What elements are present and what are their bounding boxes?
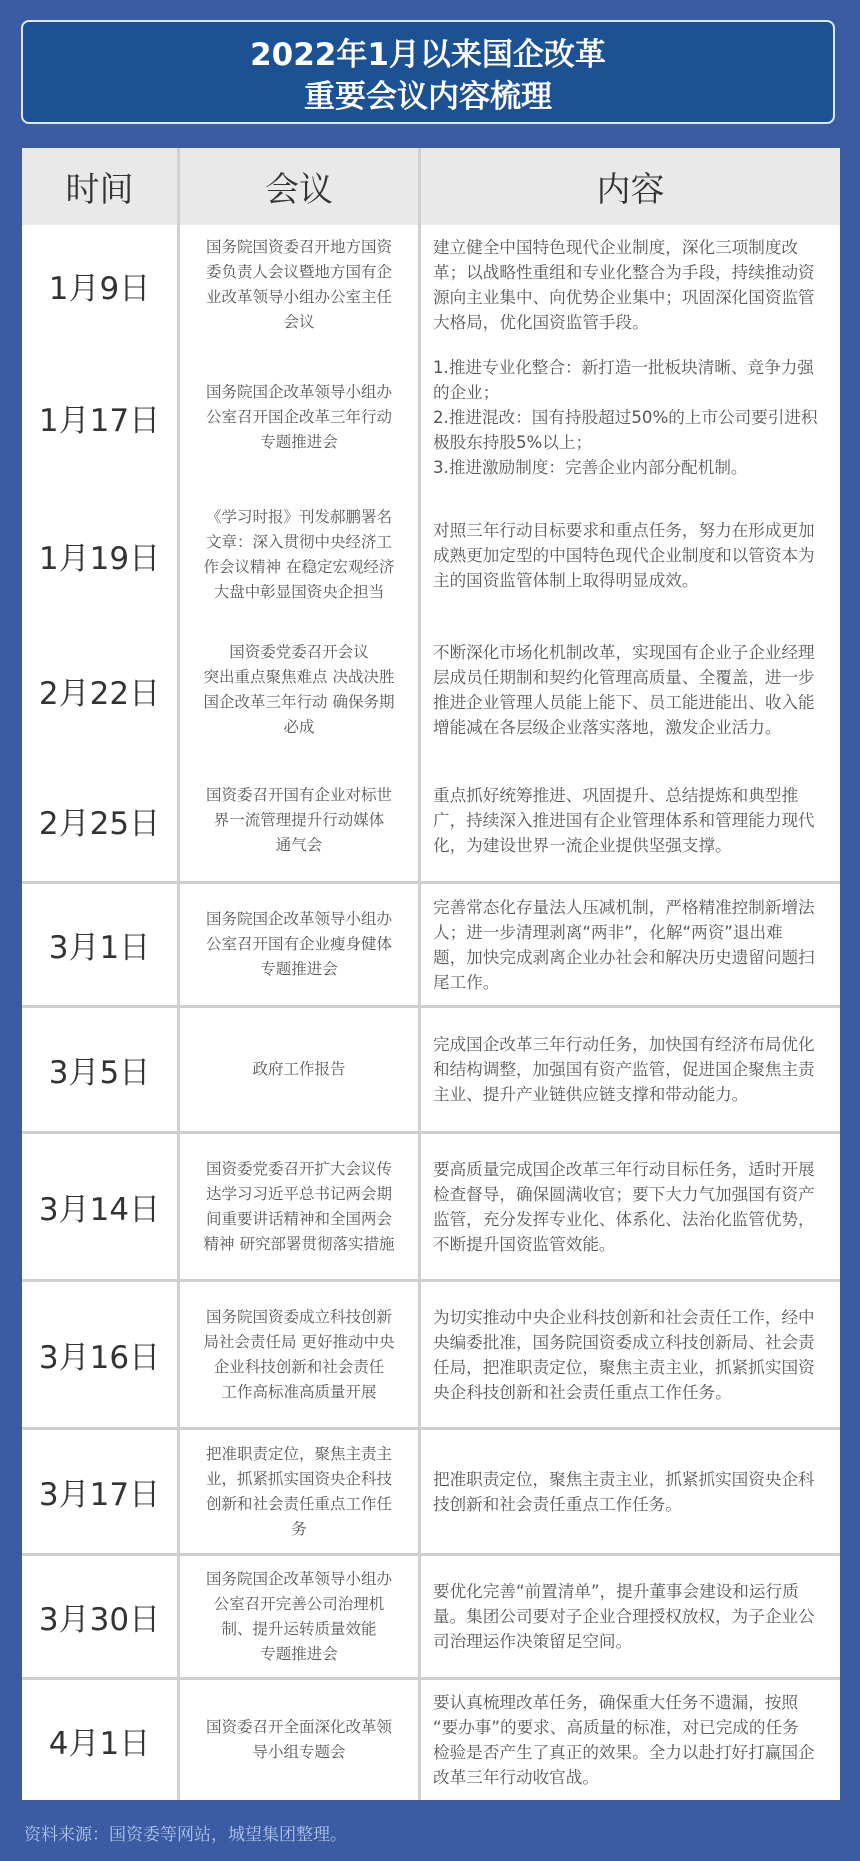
meeting-cell (180, 1134, 421, 1279)
page-title (21, 20, 835, 124)
meeting-cell (180, 345, 421, 490)
content-line: 技创新和社会责任重点工作任务。 (433, 1494, 682, 1514)
content-line: 层成员任期制和契约化管理高质量、全覆盖，进一步 (433, 668, 815, 687)
meeting-cell (180, 1282, 421, 1427)
table-row (22, 345, 840, 490)
date-cell: 3月14日 (22, 1134, 180, 1279)
date-cell: 3月1日 (22, 884, 180, 1005)
meeting-line: 国务院国资委召开地方国资 (205, 238, 392, 256)
title-line-2: 重要会议内容梳理 (304, 79, 552, 115)
meeting-line: 委负责人会议暨地方国有企 (205, 263, 392, 281)
content-cell (421, 1556, 840, 1677)
content-cell (421, 1680, 840, 1800)
meeting-line: 国务院国资委成立科技创新 (205, 1307, 392, 1326)
date-cell: 2月25日 (22, 760, 180, 881)
content-line: 广，持续深入推进国有企业管理体系和管理能力现代 (433, 811, 815, 830)
meeting-cell (180, 760, 421, 881)
meeting-cell (180, 1430, 421, 1553)
content-line: 任局，把准职责定位，聚焦主责主业，抓紧抓实国资 (433, 1357, 815, 1377)
content-line: 央企科技创新和社会责任重点工作任务。 (433, 1382, 732, 1402)
content-line: 建立健全中国特色现代企业制度，深化三项制度改 (433, 238, 799, 257)
table-row (22, 760, 840, 881)
content-line: 量。集团公司要对子企业合理授权放权，为子企业公 (433, 1607, 815, 1626)
meeting-line: 精神 研究部署贯彻落实措施 (203, 1234, 395, 1253)
content-cell (421, 225, 840, 345)
content-line: 3.推进激励制度：完善企业内部分配机制。 (433, 458, 748, 477)
meeting-line: 国务院国企改革领导小组办 (205, 910, 392, 928)
content-cell (421, 1134, 840, 1279)
meeting-line: 局社会责任局 更好推动中央 (203, 1332, 395, 1351)
content-line: 检验是否产生了真正的效果。全力以赴打好打赢国企 (433, 1743, 815, 1762)
meeting-line: 国务院国企改革领导小组办 (205, 1569, 392, 1588)
meeting-line: 把准职责定位，聚焦主责主 (205, 1444, 392, 1463)
meeting-line: 国企改革三年行动 确保务期 (203, 693, 395, 711)
meeting-line: 突出重点聚焦难点 决战决胜 (203, 668, 395, 686)
header-time: 时间 (22, 148, 180, 225)
meeting-line: 专题推进会 (260, 960, 338, 978)
meeting-line: 通气会 (275, 836, 323, 854)
content-line: 极股东持股5%以上； (433, 433, 593, 452)
meeting-line: 会议 (283, 313, 315, 331)
meeting-line: 专题推进会 (260, 433, 338, 451)
meetings-table (22, 148, 840, 1800)
content-line: 不断提升国资监管效能。 (433, 1234, 616, 1254)
content-line: 题，加快完成剥离企业办社会和解决历史遗留问题扫 (433, 947, 815, 967)
meeting-line: 国资委党委召开扩大会议传 (205, 1159, 392, 1178)
meeting-cell (180, 225, 421, 345)
content-line: 成熟更加定型的中国特色现代企业制度和以管资本为 (433, 545, 815, 565)
meeting-line: 公室召开完善公司治理机 (213, 1594, 385, 1613)
meeting-line: 务 (291, 1519, 307, 1538)
meeting-line: 公室召开国有企业瘦身健体 (205, 935, 392, 953)
content-line: 不断深化市场化机制改革，实现国有企业子企业经理 (433, 643, 815, 662)
table-row (22, 490, 840, 620)
date-cell: 1月9日 (22, 225, 180, 345)
content-cell (421, 1008, 840, 1131)
meeting-cell (180, 1556, 421, 1677)
content-line: 央编委批准，国务院国资委成立科技创新局、社会责 (433, 1332, 815, 1352)
date-cell: 3月17日 (22, 1430, 180, 1553)
source-note: 资料来源：国资委等网站，城望集团整理。 (24, 1825, 347, 1845)
table-row (22, 881, 840, 1005)
content-cell (421, 760, 840, 881)
date-cell: 1月17日 (22, 345, 180, 490)
content-line: 改革三年行动收官战。 (433, 1768, 599, 1787)
content-line: 对照三年行动目标要求和重点任务，努力在形成更加 (433, 520, 815, 540)
content-line: 和结构调整，加强国有资产监管，促进国企聚焦主责 (433, 1060, 815, 1079)
content-cell (421, 1282, 840, 1427)
content-line: 化，为建设世界一流企业提供坚强支撑。 (433, 836, 732, 855)
content-cell (421, 620, 840, 760)
content-line: 增能减在各层级企业落实落地，激发企业活力。 (433, 718, 782, 737)
table-body (22, 225, 840, 1800)
title-line-1: 2022年1月以来国企改革 (250, 37, 606, 73)
meeting-line: 达学习习近平总书记两会期 (205, 1184, 392, 1203)
table-row (22, 1131, 840, 1279)
content-line: 大格局，优化国资监管手段。 (433, 313, 649, 332)
content-line: 革；以战略性重组和专业化整合为手段，持续推动资 (433, 263, 815, 282)
meeting-line: 作会议精神 在稳定宏观经济 (203, 558, 395, 576)
date-cell: 3月16日 (22, 1282, 180, 1427)
meeting-line: 界一流管理提升行动媒体 (213, 811, 385, 829)
date-cell: 1月19日 (22, 490, 180, 620)
content-line: 重点抓好统筹推进、巩固提升、总结提炼和典型推 (433, 786, 799, 805)
meeting-line: 国资委党委召开会议 (229, 643, 369, 661)
content-line: 人；进一步清理剥离“两非”，化解“两资”退出难 (433, 922, 783, 942)
content-line: 把准职责定位，聚焦主责主业，抓紧抓实国资央企科 (433, 1469, 815, 1489)
content-cell (421, 884, 840, 1005)
content-line: 主业、提升产业链供应链支撑和带动能力。 (433, 1085, 749, 1104)
content-cell (421, 490, 840, 620)
content-line: 的企业； (433, 383, 500, 402)
content-line: 2.推进混改：国有持股超过50%的上市公司要引进积 (433, 408, 818, 427)
meeting-cell (180, 1680, 421, 1800)
date-cell: 3月5日 (22, 1008, 180, 1131)
table-row (22, 225, 840, 345)
meeting-line: 文章：深入贯彻中央经济工 (205, 533, 392, 551)
table-row (22, 1677, 840, 1800)
date-cell: 3月30日 (22, 1556, 180, 1677)
table-row (22, 1005, 840, 1131)
content-cell (421, 1430, 840, 1553)
content-line: 推进企业管理人员能上能下、员工能进能出、收入能 (433, 693, 815, 712)
meeting-cell (180, 620, 421, 760)
header-meeting: 会议 (180, 148, 421, 225)
table-row (22, 1553, 840, 1677)
meeting-line: 政府工作报告 (252, 1060, 346, 1078)
meeting-cell (180, 884, 421, 1005)
meeting-line: 必成 (283, 718, 315, 736)
content-line: 尾工作。 (433, 972, 500, 992)
table-header (22, 148, 840, 225)
content-line: 为切实推动中央企业科技创新和社会责任工作，经中 (433, 1307, 815, 1327)
table-row (22, 620, 840, 760)
content-line: 主的国资监管体制上取得明显成效。 (433, 570, 699, 590)
content-line: 要高质量完成国企改革三年行动目标任务，适时开展 (433, 1159, 815, 1179)
meeting-line: 工作高标准高质量开展 (221, 1382, 377, 1401)
meeting-line: 企业科技创新和社会责任 (213, 1357, 385, 1376)
date-cell: 4月1日 (22, 1680, 180, 1800)
meeting-line: 公室召开国企改革三年行动 (205, 408, 392, 426)
content-line: 1.推进专业化整合：新打造一批板块清晰、竞争力强 (433, 358, 814, 377)
meeting-line: 业，抓紧抓实国资央企科技 (205, 1469, 392, 1488)
meeting-line: 导小组专题会 (252, 1743, 346, 1761)
meeting-line: 大盘中彰显国资央企担当 (213, 583, 385, 601)
table-row (22, 1427, 840, 1553)
meeting-line: 间重要讲话精神和全国两会 (205, 1209, 392, 1228)
meeting-line: 创新和社会责任重点工作任 (205, 1494, 392, 1513)
content-line: 完善常态化存量法人压减机制，严格精准控制新增法 (433, 897, 815, 917)
content-line: “要办事”的要求、高质量的标准，对已完成的任务 (433, 1718, 799, 1737)
meeting-cell (180, 1008, 421, 1131)
meeting-line: 《学习时报》刊发郝鹏署名 (205, 508, 392, 526)
date-cell: 2月22日 (22, 620, 180, 760)
content-line: 要优化完善“前置清单”，提升董事会建设和运行质 (433, 1582, 799, 1601)
content-line: 要认真梳理改革任务，确保重大任务不遗漏，按照 (433, 1693, 799, 1712)
content-line: 监管，充分发挥专业化、体系化、法治化监管优势， (433, 1209, 815, 1229)
content-line: 完成国企改革三年行动任务，加快国有经济布局优化 (433, 1035, 815, 1054)
meeting-line: 专题推进会 (260, 1644, 338, 1663)
meeting-line: 国务院国企改革领导小组办 (205, 383, 392, 401)
meeting-cell (180, 490, 421, 620)
meeting-line: 制、提升运转质量效能 (221, 1619, 377, 1638)
header-content: 内容 (596, 170, 665, 210)
meeting-line: 业改革领导小组办公室主任 (205, 288, 392, 306)
content-line: 源向主业集中、向优势企业集中；巩固深化国资监管 (433, 288, 815, 307)
content-line: 司治理运作决策留足空间。 (433, 1632, 633, 1651)
meeting-line: 国资委召开国有企业对标世 (205, 786, 392, 804)
content-cell (421, 345, 840, 490)
table-row (22, 1279, 840, 1427)
meeting-line: 国资委召开全面深化改革领 (205, 1718, 392, 1736)
content-line: 检查督导，确保圆满收官；要下大力气加强国有资产 (433, 1184, 815, 1204)
